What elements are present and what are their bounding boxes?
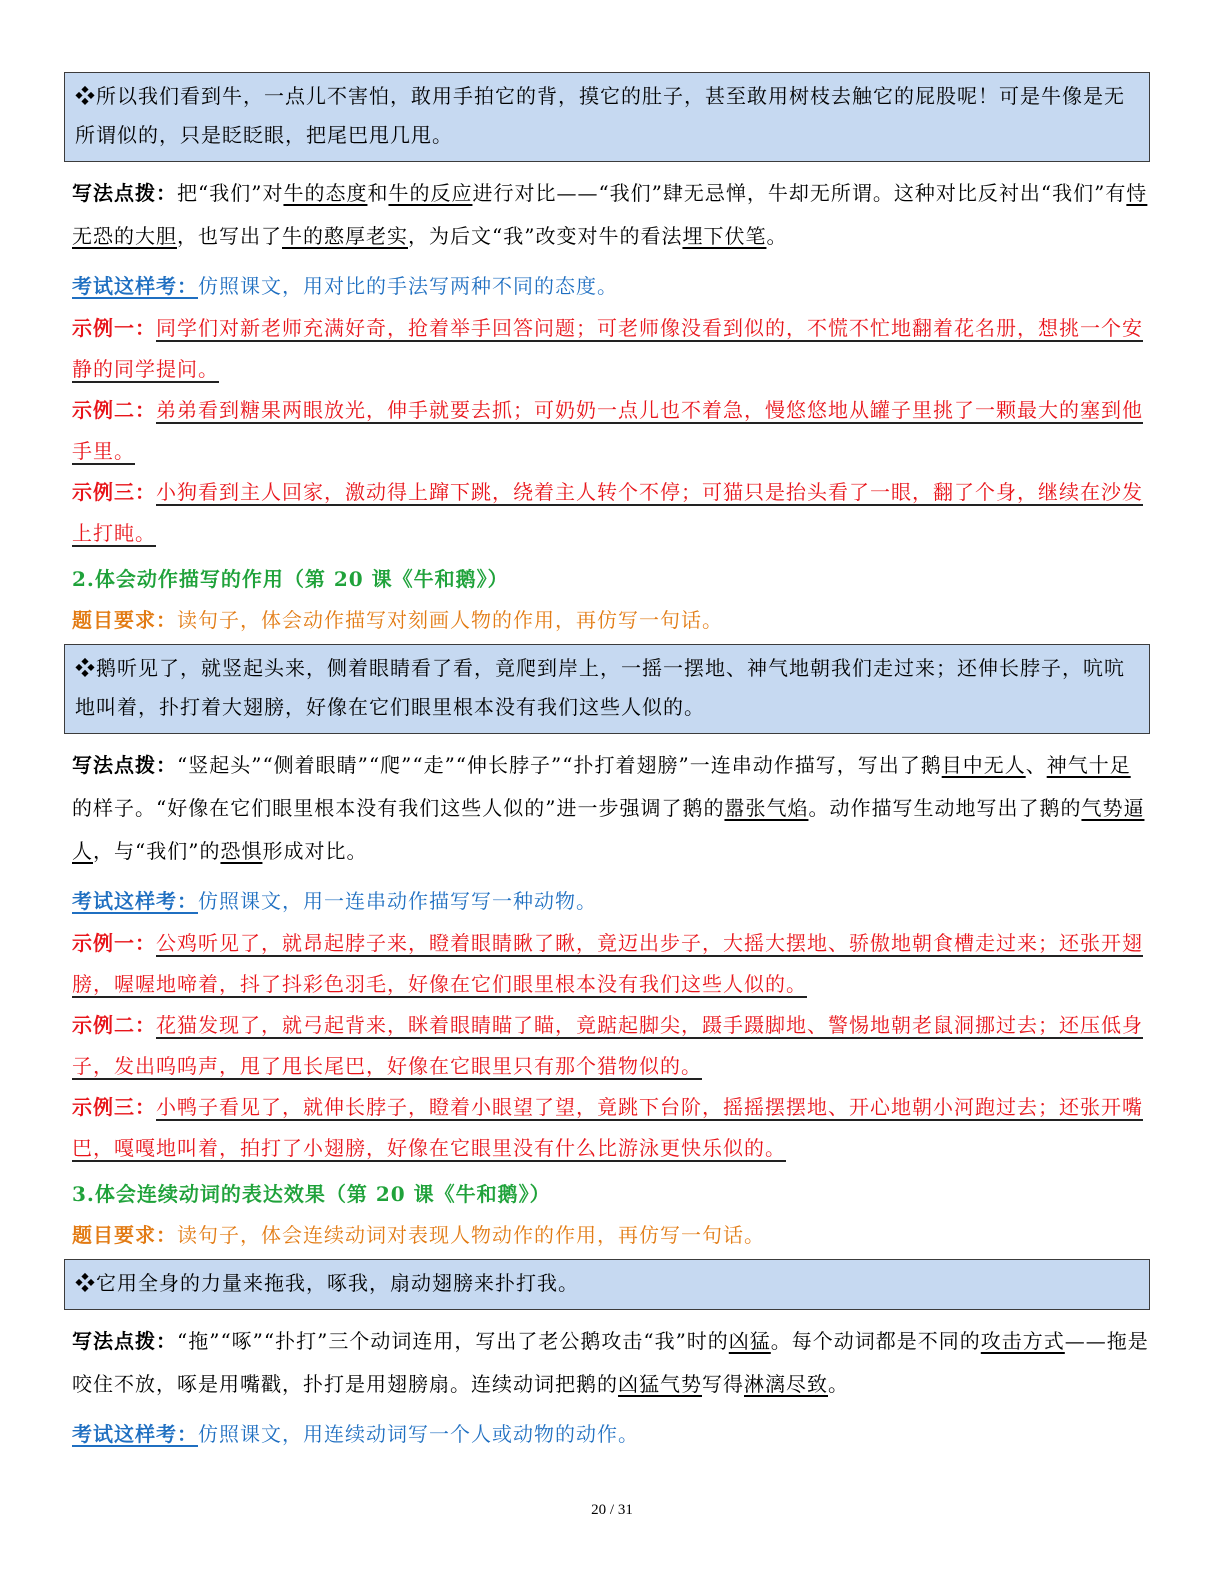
tip-text: ，与“我们”的 xyxy=(93,839,221,863)
tip-label: 写法点拨： xyxy=(72,753,177,777)
tip-text: 。 xyxy=(766,224,788,248)
tip-label: 写法点拨： xyxy=(72,181,177,205)
tip-keyword: 牛的反应 xyxy=(388,181,473,205)
example-label: 示例二： xyxy=(72,1013,156,1037)
exam-label: 考试这样考： xyxy=(72,274,198,298)
tip-keyword: 凶猛气势 xyxy=(618,1372,702,1396)
tip-text: ，也写出了 xyxy=(177,224,282,248)
tip-keyword: 牛的态度 xyxy=(283,181,368,205)
requirement-label: 题目要求： xyxy=(72,608,177,632)
example-label: 示例一： xyxy=(72,931,156,955)
tip-keyword: 恐惧 xyxy=(220,839,263,863)
tip-keyword: 气势逼人 xyxy=(72,796,1145,863)
tip-text: 把“我们”对 xyxy=(177,181,284,205)
example-text: 小狗看到主人回家，激动得上蹿下跳，绕着主人转个不停；可猫只是抬头看了一眼，翻了个身，继续在沙发上打盹。 xyxy=(72,480,1143,545)
tip-text: ——拖是咬住不放，啄是用嘴戳，扑打是用翅膀扇。连续动词把鹅的 xyxy=(72,1329,1149,1396)
example-label: 示例三： xyxy=(72,1095,156,1119)
tip-keyword: 埋下伏笔 xyxy=(682,224,767,248)
writing-tip xyxy=(64,744,1150,873)
tip-text: “竖起头”“侧着眼睛”“爬”“走”“伸长脖子”“扑打着翅膀”一连串动作描写，写出了鹅 xyxy=(177,753,942,777)
example-answer xyxy=(64,390,1150,472)
example-text: 同学们对新老师充满好奇，抢着举手回答问题；可老师像没看到似的，不慌不忙地翻着花名册，想挑一个安静的同学提问。 xyxy=(72,316,1143,381)
tip-text: 。 xyxy=(828,1372,849,1396)
exam-prompt xyxy=(64,264,1150,308)
tip-text: 形成对比。 xyxy=(262,839,368,863)
example-text: 花猫发现了，就弓起背来，眯着眼睛瞄了瞄，竟踮起脚尖，蹑手蹑脚地、警惕地朝老鼠洞挪过去；还压低身子，发出呜呜声，甩了甩长尾巴，好像在它眼里只有那个猎物似的。 xyxy=(72,1013,1143,1078)
section-heading: 2.体会动作描写的作用（第 20 课《牛和鹅》） xyxy=(72,567,509,591)
section-heading: 3.体会连续动词的表达效果（第 20 课《牛和鹅》） xyxy=(72,1182,551,1206)
tip-text: 进行对比——“我们”肆无忌惮，牛却无所谓。这种对比反衬出“我们”有 xyxy=(472,181,1127,205)
tip-keyword: 恃无恐的大胆 xyxy=(72,181,1148,248)
tip-text: 、 xyxy=(1025,753,1047,777)
exam-prompt xyxy=(64,1412,1150,1456)
example-text: 公鸡听见了，就昂起脖子来，瞪着眼睛瞅了瞅，竟迈出步子，大摇大摆地、骄傲地朝食槽走过来；还张开翅膀，喔喔地啼着，抖了抖彩色羽毛，好像在它们眼里根本没有我们这些人似的。 xyxy=(72,931,1143,996)
tip-text: “拖”“啄”“扑打”三个动词连用，写出了老公鹅攻击“我”时的 xyxy=(177,1329,729,1353)
requirement-label: 题目要求： xyxy=(72,1223,177,1247)
requirement-text: 读句子，体会连续动词对表现人物动作的作用，再仿写一句话。 xyxy=(177,1223,765,1247)
example-text: 小鸭子看见了，就伸长脖子，瞪着小眼望了望，竟跳下台阶，摇摇摆摆地、开心地朝小河跑过去；还张开嘴巴，嘎嘎地叫着，拍打了小翅膀，好像在它眼里没有什么比游泳更快乐似的。 xyxy=(72,1095,1143,1160)
example-label: 示例二： xyxy=(72,398,156,422)
exam-label: 考试这样考： xyxy=(72,889,198,913)
tip-keyword: 目中无人 xyxy=(941,753,1026,777)
requirement-text: 读句子，体会动作描写对刻画人物的作用，再仿写一句话。 xyxy=(177,608,723,632)
exam-prompt xyxy=(64,879,1150,923)
page-number: 20 / 31 xyxy=(591,1502,633,1518)
example-answer xyxy=(64,1087,1150,1169)
quote-box: ❖它用全身的力量来拖我，啄我，扇动翅膀来扑打我。 xyxy=(64,1259,1150,1310)
requirement-line xyxy=(64,600,1150,640)
example-answer xyxy=(64,308,1150,390)
tip-text: 写得 xyxy=(702,1372,744,1396)
tip-label: 写法点拨： xyxy=(72,1329,177,1353)
requirement-line xyxy=(64,1215,1150,1255)
tip-text: 。动作描写生动地写出了鹅的 xyxy=(808,796,1082,820)
example-label: 示例三： xyxy=(72,480,156,504)
exam-label: 考试这样考： xyxy=(72,1422,198,1446)
tip-keyword: 淋漓尽致 xyxy=(744,1372,828,1396)
tip-keyword: 攻击方式 xyxy=(980,1329,1065,1353)
tip-keyword: 神气十足 xyxy=(1046,753,1131,777)
example-answer xyxy=(64,923,1150,1005)
tip-keyword: 嚣张气焰 xyxy=(724,796,809,820)
quote-box: ❖所以我们看到牛，一点儿不害怕，敢用手拍它的背，摸它的肚子，甚至敢用树枝去触它的屁股呢！可是牛像是无所谓似的，只是眨眨眼，把尾巴甩几甩。 xyxy=(64,72,1150,162)
page-content xyxy=(64,72,1150,1456)
tip-text: ，为后文“我”改变对牛的看法 xyxy=(408,224,683,248)
tip-text: 。每个动词都是不同的 xyxy=(770,1329,981,1353)
exam-text: 仿照课文，用一连串动作描写写一种动物。 xyxy=(198,889,597,913)
writing-tip xyxy=(64,1320,1150,1406)
tip-text: 的样子。“好像在它们眼里根本没有我们这些人似的”进一步强调了鹅的 xyxy=(72,796,725,820)
example-text: 弟弟看到糖果两眼放光，伸手就要去抓；可奶奶一点儿也不着急，慢悠悠地从罐子里挑了一颗最大的塞到他手里。 xyxy=(72,398,1143,463)
example-answer xyxy=(64,472,1150,554)
example-answer xyxy=(64,1005,1150,1087)
exam-text: 仿照课文，用连续动词写一个人或动物的动作。 xyxy=(198,1422,639,1446)
exam-text: 仿照课文，用对比的手法写两种不同的态度。 xyxy=(198,274,618,298)
tip-keyword: 牛的憨厚老实 xyxy=(282,224,408,248)
quote-box: ❖鹅听见了，就竖起头来，侧着眼睛看了看，竟爬到岸上，一摇一摆地、神气地朝我们走过来；还伸长脖子，吭吭地叫着，扑打着大翅膀，好像在它们眼里根本没有我们这些人似的。 xyxy=(64,644,1150,734)
tip-keyword: 凶猛 xyxy=(728,1329,771,1353)
tip-text: 和 xyxy=(367,181,389,205)
example-label: 示例一： xyxy=(72,316,156,340)
writing-tip xyxy=(64,172,1150,258)
